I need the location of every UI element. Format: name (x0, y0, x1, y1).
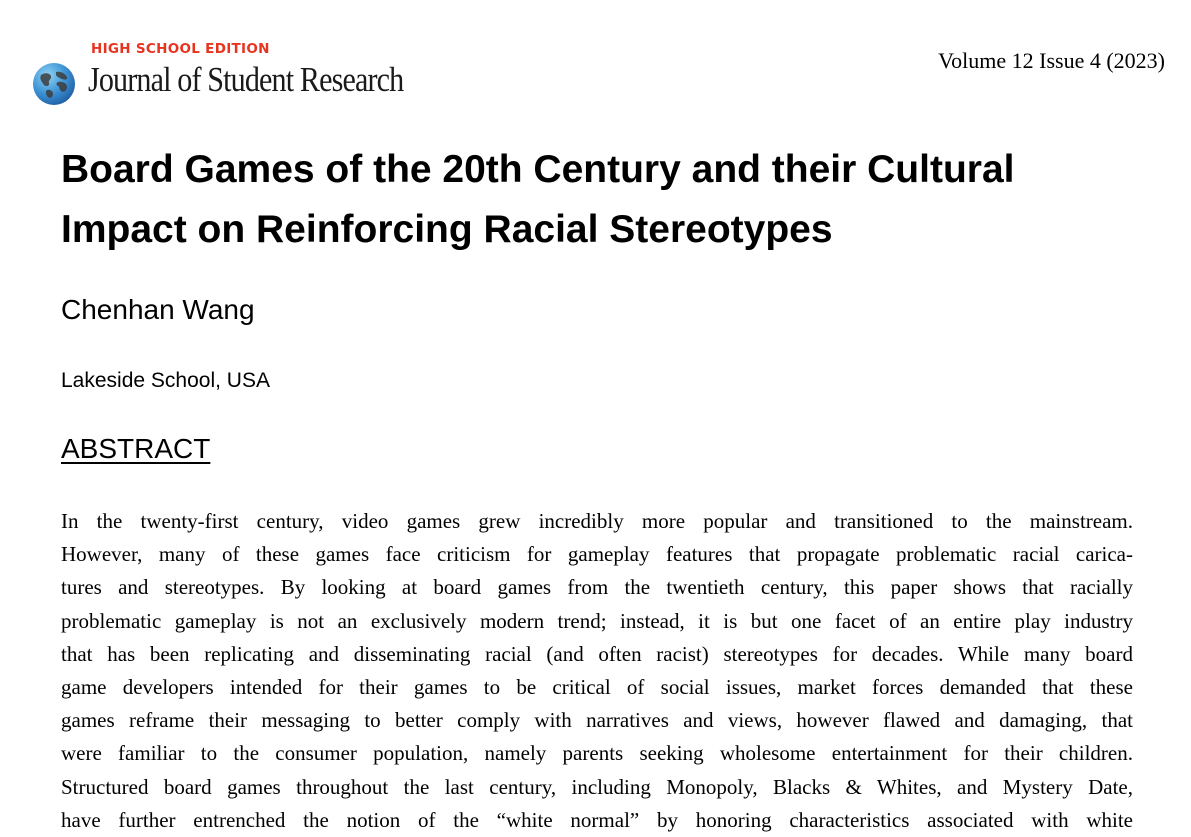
abstract-line: However, many of these games face criticism for gameplay features that propagate problematic racial carica- (61, 542, 1133, 567)
abstract-line: game developers intended for their games to be critical of social issues, market forces demanded that these (61, 674, 1133, 699)
abstract-body (61, 505, 1133, 837)
title-line: Board Games of the 20th Century and their Cultural (61, 148, 1015, 191)
journal-name: Journal of Student Research (88, 60, 404, 99)
title-line: Impact on Reinforcing Racial Stereotypes (61, 208, 833, 251)
abstract-line: have further entrenched the notion of the “white normal” by honoring characteristics associated with white (61, 807, 1133, 832)
edition-label: HIGH SCHOOL EDITION (91, 41, 270, 57)
abstract-line: In the twenty-first century, video games grew incredibly more popular and transitioned to the mainstream. (61, 509, 1133, 533)
author-affiliation: Lakeside School, USA (61, 369, 270, 392)
abstract-heading: ABSTRACT (61, 433, 211, 464)
abstract-line: games reframe their messaging to better comply with narratives and views, however flawed and damaging, that (61, 708, 1133, 733)
volume-info: Volume 12 Issue 4 (2023) (938, 48, 1165, 73)
journal-header (32, 40, 1172, 110)
abstract-line: tures and stereotypes. By looking at board games from the twentieth century, this paper shows that racially (61, 575, 1133, 600)
abstract-line: were familiar to the consumer population, namely parents seeking wholesome entertainment for their children. (61, 741, 1133, 766)
abstract-line: Structured board games throughout the last century, including Monopoly, Blacks & Whites, and Mystery Date, (61, 774, 1133, 799)
globe-icon (32, 62, 76, 106)
paper-title (61, 140, 1161, 260)
abstract-line: that has been replicating and disseminating racial (and often racist) stereotypes for decades. While many board (61, 641, 1133, 666)
author-name: Chenhan Wang (61, 294, 255, 325)
abstract-line: problematic gameplay is not an exclusively modern trend; instead, it is but one facet of an entire play industry (61, 608, 1133, 633)
